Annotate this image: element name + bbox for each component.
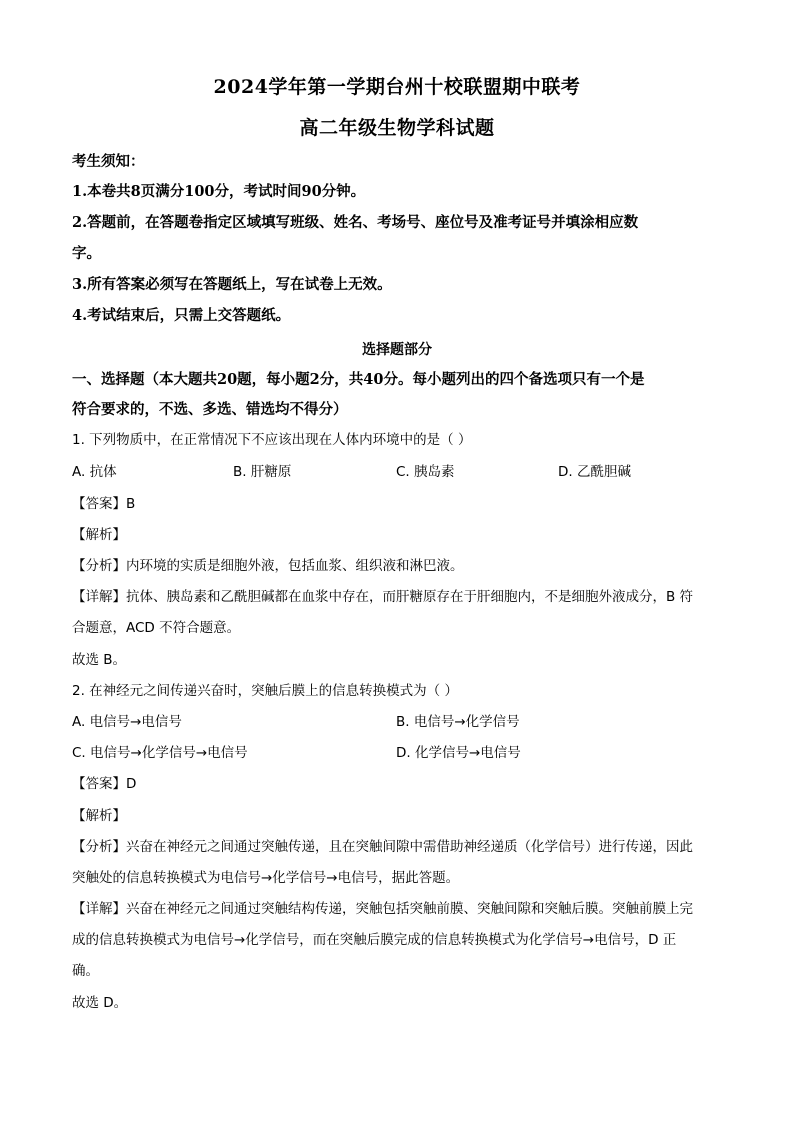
conclusion: 故选 B。 <box>72 652 127 668</box>
option-c: C. 电信号→化学信号→电信号 <box>72 745 248 761</box>
option-d: D. 化学信号→电信号 <box>396 745 521 761</box>
analysis-xiangjie: 确。 <box>72 963 99 979</box>
exam-subtitle: 高二年级生物学科试题 <box>299 117 495 139</box>
option-c: C. 胰岛素 <box>396 464 455 480</box>
analysis-xiangjie: 合题意，ACD 不符合题意。 <box>72 620 241 636</box>
analysis-label: 【解析】 <box>72 527 126 543</box>
analysis-xiangjie: 【详解】抗体、胰岛素和乙酰胆碱都在血浆中存在，而肝糖原存在于肝细胞内，不是细胞外液成分，B 符 <box>72 589 694 605</box>
section-title: 选择题部分 <box>362 342 432 358</box>
answer: 【答案】B <box>72 496 136 512</box>
notice-item: 1.本卷共8页满分100分，考试时间90分钟。 <box>72 183 366 200</box>
section-intro: 一、选择题（本大题共20题，每小题2分，共40分。每小题列出的四个备选项只有一个是 <box>72 371 645 388</box>
notice-item: 2.答题前，在答题卷指定区域填写班级、姓名、考场号、座位号及准考证号并填涂相应数 <box>72 214 639 231</box>
question-stem: 1. 下列物质中，在正常情况下不应该出现在人体内环境中的是（ ） <box>72 432 472 448</box>
analysis-fenxi: 【分析】内环境的实质是细胞外液，包括血浆、组织液和淋巴液。 <box>72 558 464 574</box>
conclusion: 故选 D。 <box>72 995 128 1011</box>
question-stem: 2. 在神经元之间传递兴奋时，突触后膜上的信息转换模式为（ ） <box>72 683 458 699</box>
answer: 【答案】D <box>72 776 137 792</box>
section-intro: 符合要求的，不选、多选、错选均不得分） <box>72 401 348 418</box>
notice-item: 4.考试结束后，只需上交答题纸。 <box>72 307 291 324</box>
option-b: B. 电信号→化学信号 <box>396 714 520 730</box>
option-d: D. 乙酰胆碱 <box>558 464 631 480</box>
analysis-fenxi: 突触处的信息转换模式为电信号→化学信号→电信号，据此答题。 <box>72 870 460 886</box>
option-a: A. 电信号→电信号 <box>72 714 182 730</box>
analysis-xiangjie: 【详解】兴奋在神经元之间通过突触结构传递，突触包括突触前膜、突触间隙和突触后膜。突触前膜上完 <box>72 901 693 917</box>
analysis-label: 【解析】 <box>72 808 126 824</box>
notice-item: 字。 <box>72 245 101 262</box>
analysis-xiangjie: 成的信息转换模式为电信号→化学信号，而在突触后膜完成的信息转换模式为化学信号→电信号，D 正 <box>72 932 677 948</box>
analysis-fenxi: 【分析】兴奋在神经元之间通过突触传递，且在突触间隙中需借助神经递质（化学信号）进行传递，因此 <box>72 839 693 855</box>
exam-title: 2024学年第一学期台州十校联盟期中联考 <box>213 76 581 98</box>
notice-item: 3.所有答案必须写在答题纸上，写在试卷上无效。 <box>72 276 392 293</box>
option-a: A. 抗体 <box>72 464 117 480</box>
notice-heading: 考生须知： <box>72 153 145 170</box>
option-b: B. 肝糖原 <box>233 464 292 480</box>
